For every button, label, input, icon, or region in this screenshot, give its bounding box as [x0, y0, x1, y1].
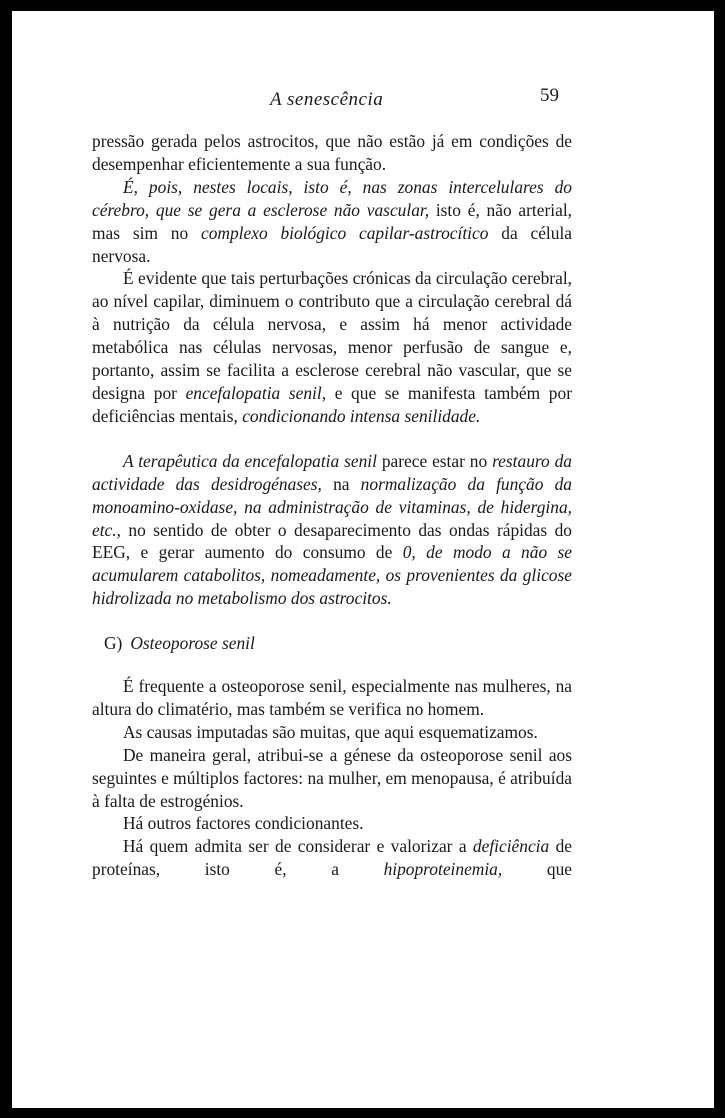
- p4-text-1: parece estar no: [376, 450, 493, 471]
- book-page: [12, 11, 714, 1108]
- paragraph-6: As causas imputadas são muitas, que aqui esquematizamos.: [123, 721, 538, 742]
- p9-italic-1: deficiência: [472, 836, 550, 857]
- p4-italic-2: restauro da actividade das desidrogénases,: [92, 450, 572, 494]
- page-header: [12, 85, 714, 119]
- p2-text-1: isto é, não arterial, mas sim no: [92, 199, 572, 243]
- p4-text-3: no sentido de obter o desaparecimento das ondas rápidas do EEG, e gerar aumento do consumo de: [92, 519, 572, 563]
- paragraph-5: É frequente a osteoporose senil, especialmente nas mulheres, na altura do climatério, mas também se verifica no homem.: [92, 676, 572, 719]
- p2-italic-1: É, pois, nestes locais, isto é, nas zonas intercelulares do cérebro, que se gera a esclerose não vascular,: [92, 176, 572, 220]
- section-title: Osteoporose senil: [130, 633, 255, 654]
- p3-italic-1: encefalopatia senil,: [185, 382, 327, 403]
- p2-italic-2: complexo biológico capilar-astrocítico: [201, 222, 489, 243]
- p4-italic-3: normalização da função da monoamino-oxidase, na administração de vitaminas, de hidergina, etc.,: [92, 473, 572, 540]
- paragraph-4: [92, 450, 572, 610]
- running-title: A senescência: [270, 89, 384, 110]
- p9-text-2: de proteínas, isto é, a: [92, 836, 573, 880]
- paragraph-9: [92, 835, 572, 881]
- paragraph-7: De maneira geral, atribui-se a génese da osteoporose senil aos seguintes e múltiplos factores: na mulher, em menopausa, é atribuída à falta de estrogénios.: [92, 744, 572, 811]
- p3-text-2: e que se manifesta também por deficiências mentais,: [92, 382, 572, 426]
- paragraph-8: Há outros factores condicionantes.: [123, 813, 364, 834]
- section-heading: [92, 632, 572, 655]
- page-number: 59: [540, 85, 559, 106]
- p9-italic-2: hipoproteinemia,: [383, 859, 503, 880]
- p4-italic-4: 0, de modo a não se acumularem catabolitos, nomeadamente, os provenientes da glicose hidrolizada no metabolismo dos astrocitos.: [92, 542, 572, 609]
- paragraph-3: [92, 267, 572, 427]
- p3-text-1: É evidente que tais perturbações crónicas da circulação cerebral, ao nível capilar, diminuem o contributo que a circulação cerebral dá à nutrição da célula nervosa, e assim há menor actividade metabólica nas células nervosas, menor perfusão de sangue e, portanto, assim se facilita a esclerose cerebral não vascular, que se designa por: [92, 268, 572, 403]
- p9-text-1: Há quem admita ser de considerar e valorizar a: [123, 836, 473, 857]
- p9-text-3: que: [502, 859, 572, 880]
- body-text: [92, 130, 572, 881]
- p4-italic-1: A terapêutica da encefalopatia senil: [123, 450, 377, 471]
- paragraph-1: pressão gerada pelos astrocitos, que não estão já em condições de desempenhar eficientemente a sua função.: [92, 131, 572, 174]
- section-letter: G): [104, 633, 123, 654]
- paragraph-2: [92, 176, 572, 268]
- p4-text-2: na: [321, 473, 361, 494]
- p2-text-2: da célula nervosa.: [92, 222, 573, 266]
- p3-italic-2: condicionando intensa senilidade.: [242, 405, 481, 426]
